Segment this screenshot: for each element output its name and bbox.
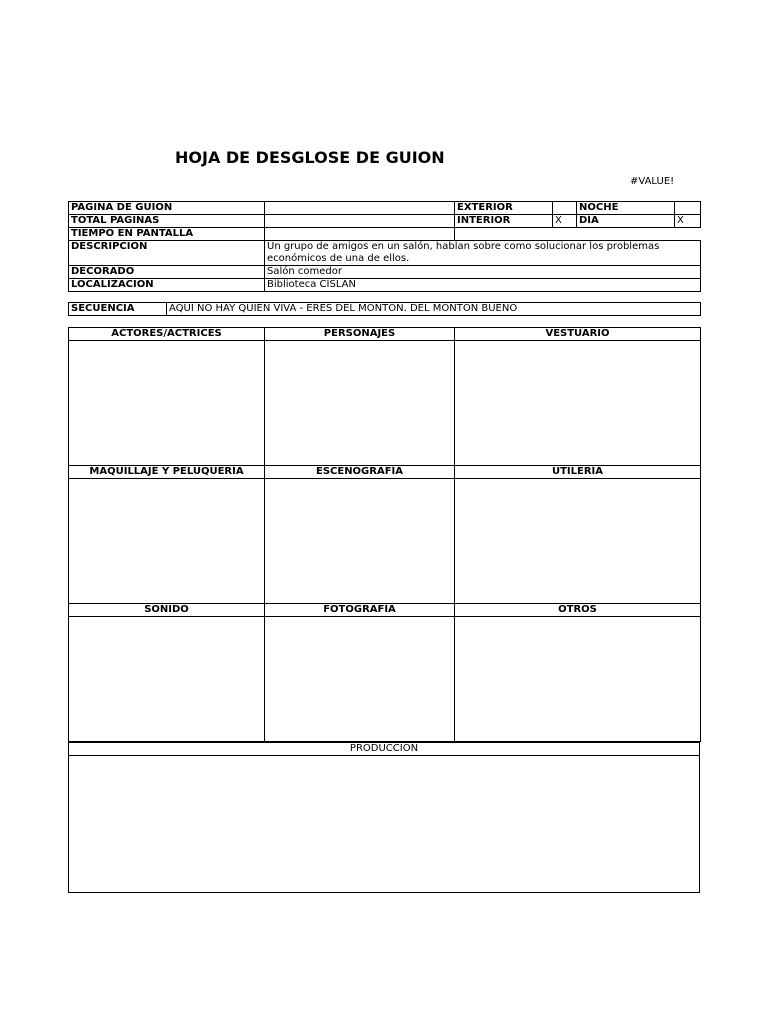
sonido-header: SONIDO	[69, 604, 265, 617]
vestuario-header: VESTUARIO	[455, 328, 701, 341]
table-row	[69, 604, 701, 617]
table-row	[69, 202, 701, 215]
total-field[interactable]	[265, 215, 455, 228]
tiempo-label: TIEMPO EN PANTALLA	[69, 228, 265, 241]
actores-header: ACTORES/ACTRICES	[69, 328, 265, 341]
interior-label: INTERIOR	[455, 215, 553, 228]
blank-cell	[455, 228, 701, 241]
decorado-label: DECORADO	[69, 266, 265, 279]
fotografia-header: FOTOGRAFÍA	[265, 604, 455, 617]
pagina-field[interactable]	[265, 202, 455, 215]
table-row	[69, 479, 701, 604]
localizacion-field[interactable]: Biblioteca CISLAN	[265, 279, 701, 292]
utileria-header: UTILERÍA	[455, 466, 701, 479]
sonido-box[interactable]	[69, 617, 265, 742]
table-row	[69, 341, 701, 466]
page-title: HOJA DE DESGLOSE DE GUION	[175, 148, 445, 167]
table-row	[69, 279, 701, 292]
table-row	[69, 241, 701, 266]
breakdown-grid	[68, 327, 701, 742]
noche-mark[interactable]	[675, 202, 701, 215]
localizacion-label: LOCALIZACIÓN	[69, 279, 265, 292]
maquillaje-header: MAQUILLAJE Y PELUQUERÍA	[69, 466, 265, 479]
exterior-label: EXTERIOR	[455, 202, 553, 215]
table-row	[69, 228, 701, 241]
otros-header: OTROS	[455, 604, 701, 617]
vestuario-box[interactable]	[455, 341, 701, 466]
pagina-label: PAGINA DE GUION	[69, 202, 265, 215]
script-info-table	[68, 201, 701, 292]
table-row	[69, 215, 701, 228]
noche-label: NOCHE	[577, 202, 675, 215]
table-row	[69, 303, 701, 316]
secuencia-table	[68, 302, 701, 316]
personajes-header: PERSONAJES	[265, 328, 455, 341]
dia-mark[interactable]: X	[675, 215, 701, 228]
escenografia-header: ESCENOGRAFÍA	[265, 466, 455, 479]
table-row	[69, 266, 701, 279]
table-row	[69, 328, 701, 341]
table-row	[69, 756, 700, 893]
escenografia-box[interactable]	[265, 479, 455, 604]
produccion-table	[68, 742, 700, 893]
maquillaje-box[interactable]	[69, 479, 265, 604]
exterior-mark[interactable]	[553, 202, 577, 215]
utileria-box[interactable]	[455, 479, 701, 604]
produccion-header: PRODUCCION	[69, 743, 700, 756]
descripcion-label: DESCRIPCIÓN	[69, 241, 265, 266]
table-row	[69, 743, 700, 756]
otros-box[interactable]	[455, 617, 701, 742]
produccion-box[interactable]	[69, 756, 700, 893]
table-row	[69, 466, 701, 479]
secuencia-label: SECUENCIA	[69, 303, 167, 316]
total-label: TOTAL PÁGINAS	[69, 215, 265, 228]
interior-mark[interactable]: X	[553, 215, 577, 228]
fotografia-box[interactable]	[265, 617, 455, 742]
actores-box[interactable]	[69, 341, 265, 466]
table-row	[69, 617, 701, 742]
dia-label: DÍA	[577, 215, 675, 228]
value-error-cell: #VALUE!	[630, 176, 675, 187]
personajes-box[interactable]	[265, 341, 455, 466]
secuencia-field[interactable]: AQUI NO HAY QUIEN VIVA - ERES DEL MONTON. DEL MONTON BUENO	[167, 303, 701, 316]
decorado-field[interactable]: Salón comedor	[265, 266, 701, 279]
tiempo-field[interactable]	[265, 228, 455, 241]
descripcion-field[interactable]: Un grupo de amigos en un salón, hablan sobre como solucionar los problemas económicos de una de ellos.	[265, 241, 701, 266]
